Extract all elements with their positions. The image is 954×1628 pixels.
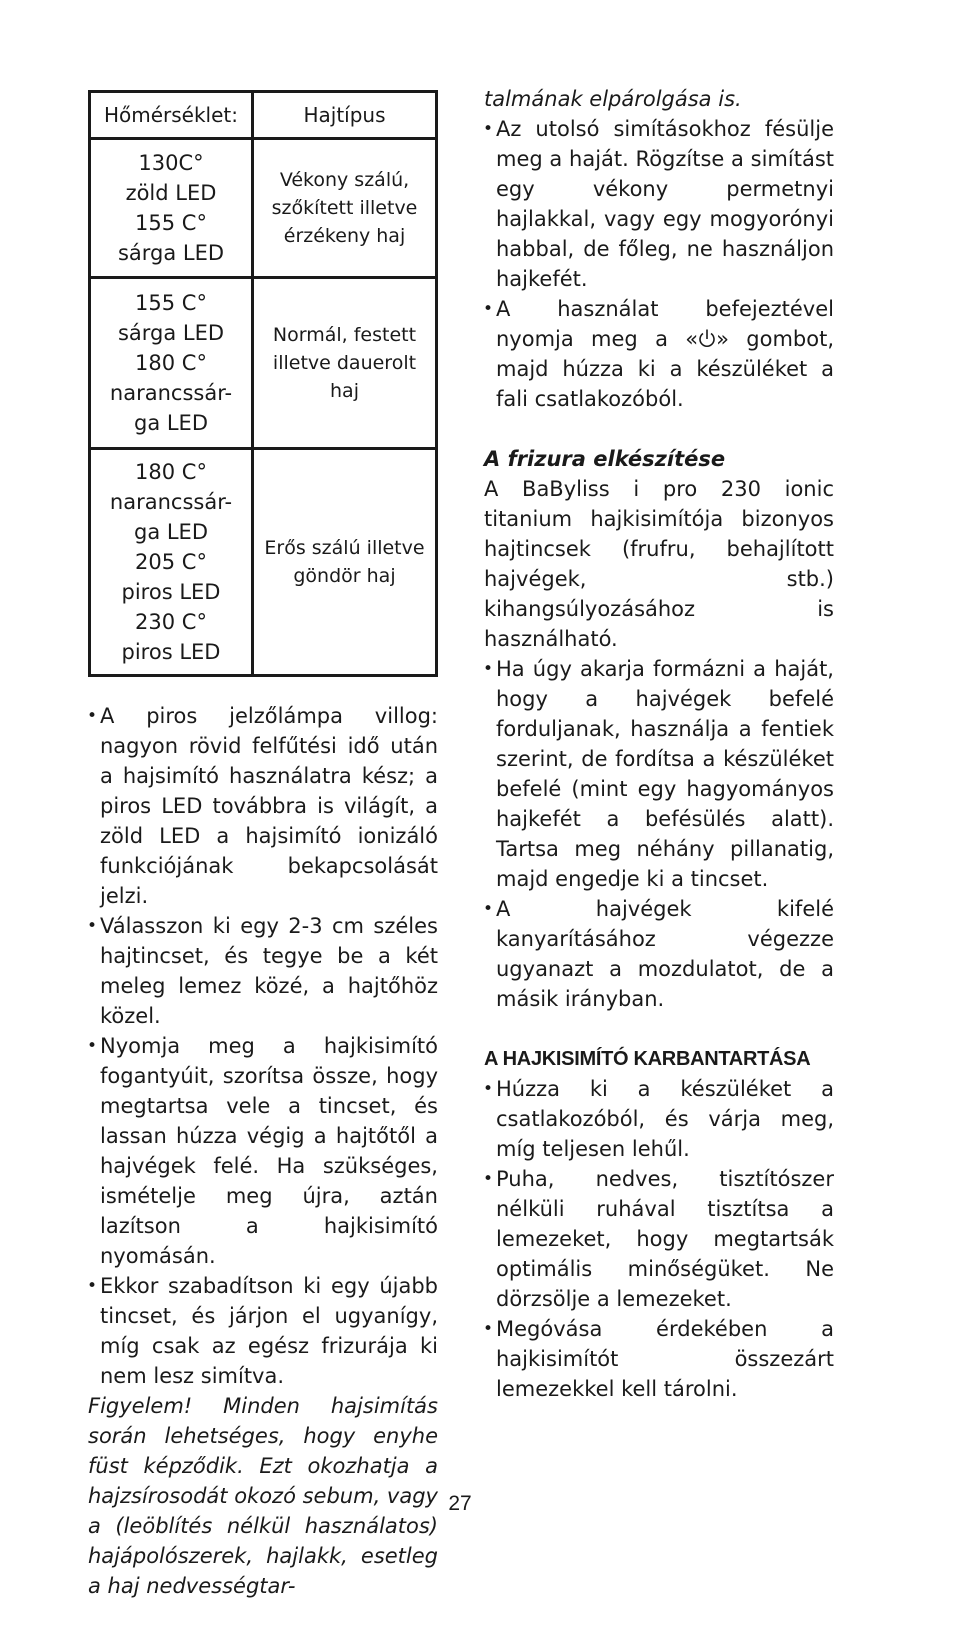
list-item: • Megóvása érdekében a hajkisimítót összezárt lemezekkel kell tárolni. [484,1314,834,1404]
styling-intro: A BaByliss i pro 230 ionic titanium hajkisimítója bizonyos hajtincsek (frufru, behajlított hajvégek, stb.) kihangsúlyozásához is használható. [484,477,834,651]
right-column [484,84,834,1404]
list-item: • Húzza ki a készüléket a csatlakozóból, és várja meg, míg teljesen lehűl. [484,1074,834,1164]
table-header-hair-type: Hajtípus [253,92,437,139]
list-item: • Válasszon ki egy 2-3 cm széles hajtincset, és tegye be a két meleg lemez közé, a hajtőhöz közel. [88,911,438,1031]
section-heading-maintenance: A HAJKISIMÍTÓ KARBANTARTÁSA [484,1048,811,1070]
temperature-table [88,90,438,677]
page-number: 27 [448,1492,472,1515]
finishing-steps-list [484,114,834,414]
hair-type-cell: Erős szálú illetve göndör haj [253,449,437,676]
left-column [88,86,438,1601]
list-item: • Ekkor szabadítson ki egy újabb tincset, és járjon el ugyanígy, míg csak az egész frizurája ki nem lesz simítva. [88,1271,438,1391]
table-row [90,278,437,449]
temperature-cell: 130C° zöld LED 155 C° sárga LED [90,139,253,278]
table-row [90,139,437,278]
warning-continuation: talmának elpárolgása is. [484,87,742,111]
list-item: • Az utolsó simításokhoz fésülje meg a haját. Rögzítse a simítást egy vékony permetnyi hajlakkal, vagy egy mogyorónyi habbal, de főleg, ne használjon hajkefét. [484,114,834,294]
warning-paragraph: Figyelem! Minden hajsimítás során lehetséges, hogy enyhe füst képződik. Ezt okozhatja a hajzsírosodát okozó sebum, vagy a (leöblítés nélkül használatos) hajápolószerek, hajlakk, esetleg a haj nedvességtar- [88,1394,438,1598]
table-row [90,449,437,676]
usage-steps-list [88,701,438,1391]
hair-type-cell: Normál, festett illetve dauerolt haj [253,278,437,449]
list-item: • Ha úgy akarja formázni a haját, hogy a hajvégek befelé forduljanak, használja a fentiek szerint, de fordítsa a készüléket befelé (mint egy hagyományos hajkefét a befésülés alatt). Tartsa meg néhány pillanatig, majd engedje ki a tincset. [484,654,834,894]
table-header-temperature: Hőmérséklet: [90,92,253,139]
styling-steps-list [484,654,834,1014]
list-item: • Nyomja meg a hajkisimító fogantyúit, szorítsa össze, hogy megtartsa vele a tincset, és lassan húzza végig a hajtőtől a hajvégek felé. Ha szükséges, ismételje meg újra, aztán lazítson a hajkisimító nyomásán. [88,1031,438,1271]
temperature-cell: 155 C° sárga LED 180 C° narancssár- ga LED [90,278,253,449]
list-item: • Puha, nedves, tisztítószer nélküli ruhával tisztítsa a lemezeket, hogy megtartsák optimális minőségüket. Ne dörzsölje a lemezeket. [484,1164,834,1314]
temperature-cell: 180 C° narancssár- ga LED 205 C° piros LED 230 C° piros LED [90,449,253,676]
list-item: • A használat befejeztével nyomja meg a « » gombot, majd húzza ki a készüléket a fali csatlakozóból. [484,294,834,414]
maintenance-steps-list [484,1074,834,1404]
list-item: • A piros jelzőlámpa villog: nagyon rövid felfűtési idő után a hajsimító használatra kész; a piros LED továbbra is világít, a zöld LED a hajsimító ionizáló funkciójának bekapcsolását jelzi. [88,701,438,911]
hair-type-cell: Vékony szálú, szőkített illetve érzékeny haj [253,139,437,278]
section-heading-styling: A frizura elkészítése [484,447,726,471]
list-item: • A hajvégek kifelé kanyarításához végezze ugyanazt a mozdulatot, de a másik irányban. [484,894,834,1014]
power-icon [698,328,716,350]
